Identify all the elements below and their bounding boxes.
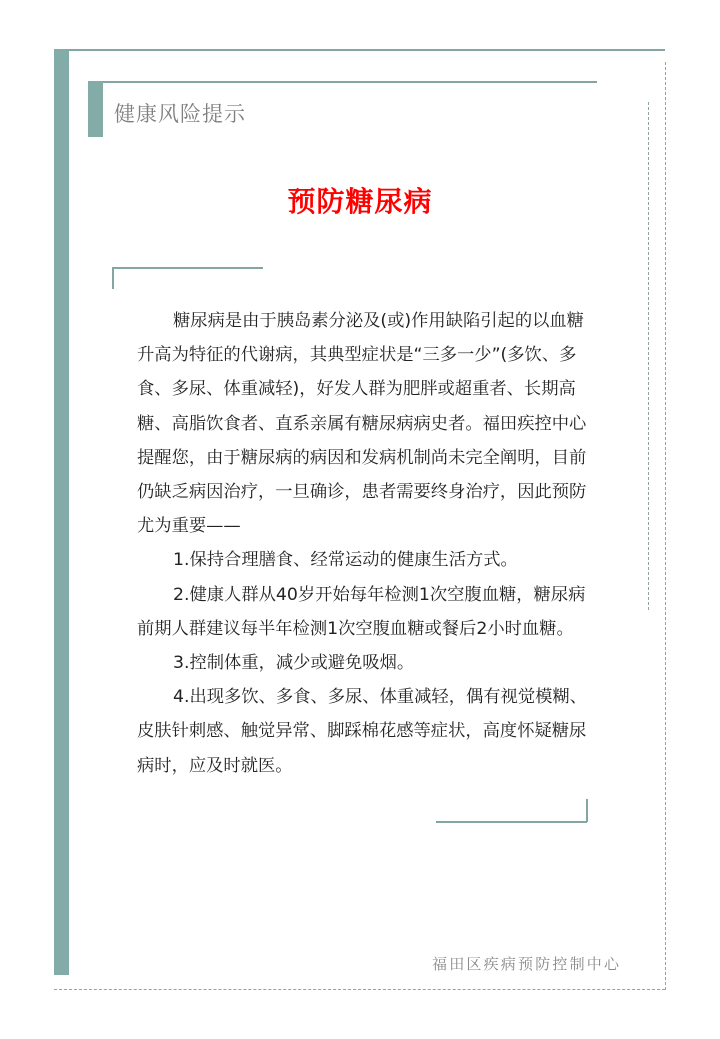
header-accent-bar bbox=[88, 81, 103, 137]
tip-item-3: 3.控制体重，减少或避免吸烟。 bbox=[173, 653, 415, 674]
bracket-top-vertical bbox=[112, 267, 114, 289]
article-body bbox=[137, 304, 587, 783]
header-top-line bbox=[103, 81, 597, 83]
bracket-bottom-horizontal bbox=[436, 821, 587, 823]
footer-organization: 福田区疾病预防控制中心 bbox=[432, 955, 622, 973]
top-border-line bbox=[69, 49, 665, 51]
bracket-bottom-vertical bbox=[586, 799, 588, 822]
tip-item-1: 1.保持合理膳食、经常运动的健康生活方式。 bbox=[173, 550, 518, 571]
intro-paragraph: 糖尿病是由于胰岛素分泌及(或)作用缺陷引起的以血糖升高为特征的代谢病，其典型症状是“三多一少”(多饮、多食、多尿、体重减轻)，好发人群为肥胖或超重者、长期高糖、高脂饮食者、直系亲属有糖尿病病史者。福田疾控中心提醒您，由于糖尿病的病因和发病机制尚未完全阐明，目前仍缺乏病因治疗，一旦确诊，患者需要终身治疗，因此预防尤为重要—— bbox=[137, 311, 587, 537]
tip-item-4: 4.出现多饮、多食、多尿、体重减轻，偶有视觉模糊、皮肤针刺感、触觉异常、脚踩棉花感等症状，高度怀疑糖尿病时，应及时就医。 bbox=[137, 687, 587, 776]
bracket-top-horizontal bbox=[112, 267, 263, 269]
bottom-dashed-line bbox=[54, 989, 665, 990]
page-title: 预防糖尿病 bbox=[287, 185, 433, 218]
right-inner-dashed-line bbox=[648, 102, 649, 610]
section-label: 健康风险提示 bbox=[114, 102, 246, 126]
tip-item-2: 2.健康人群从40岁开始每年检测1次空腹血糖，糖尿病前期人群建议每半年检测1次空腹血糖或餐后2小时血糖。 bbox=[137, 584, 586, 639]
